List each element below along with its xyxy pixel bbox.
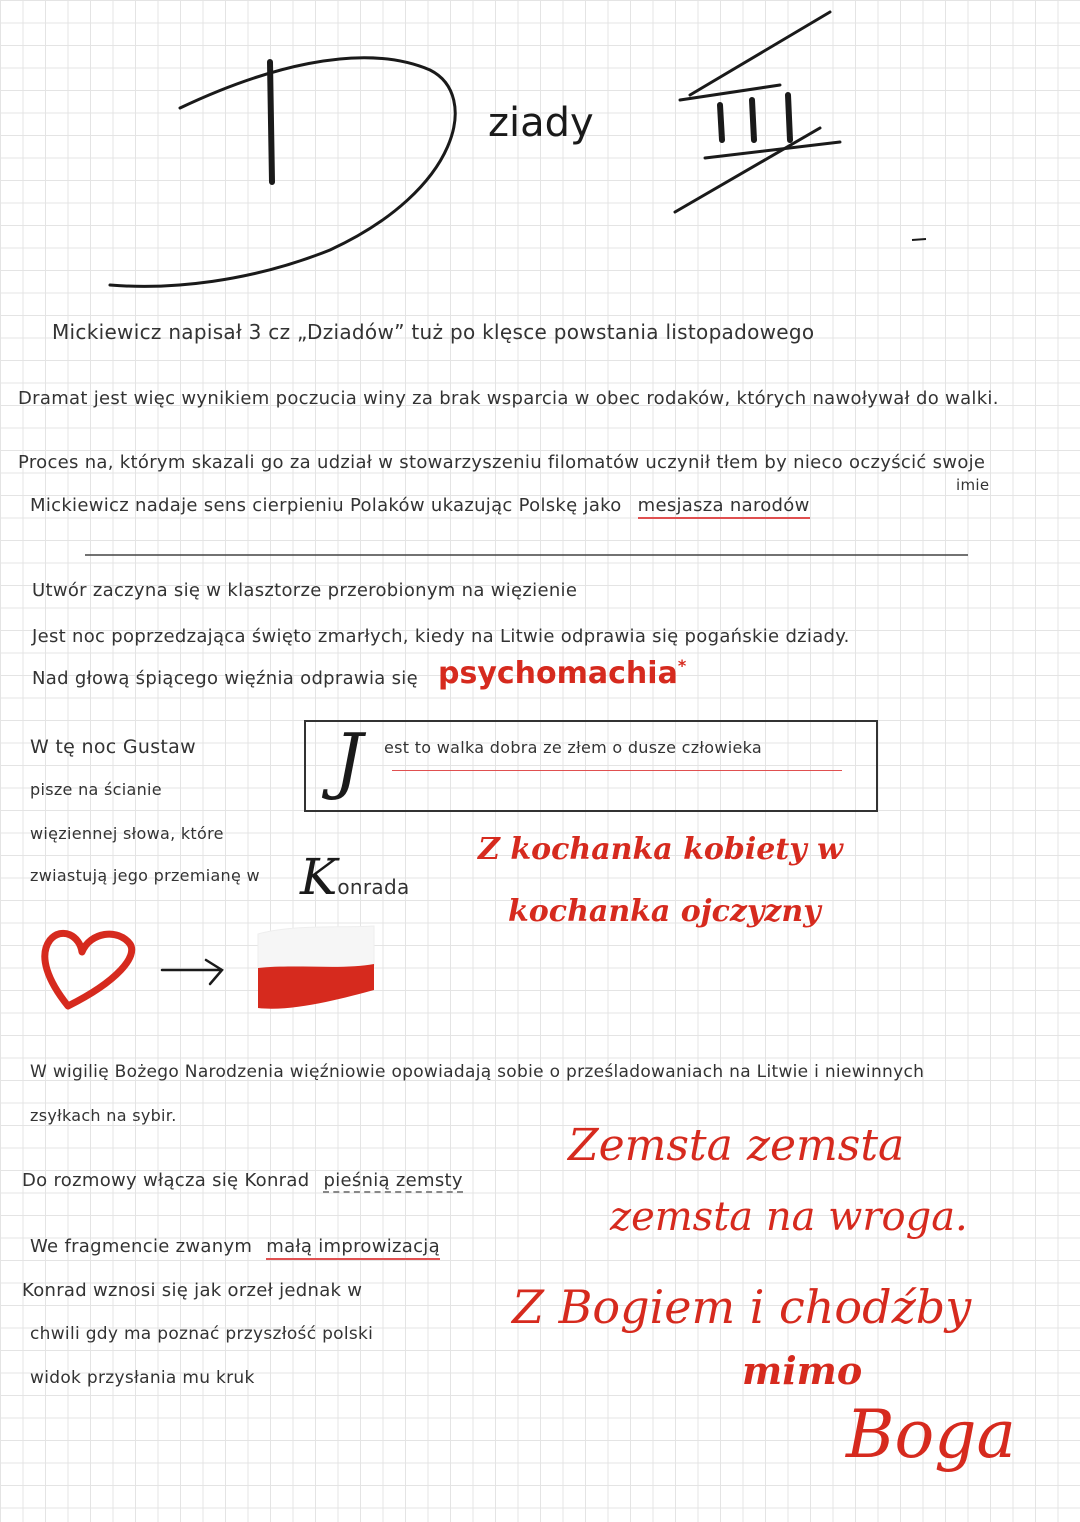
section2-line-3-prefix: Nad głową śpiącego więźnia odprawia się xyxy=(32,668,418,689)
small-improvisation: małą improwizacją xyxy=(266,1236,440,1260)
revenge-quote-line-3: Z Bogiem i chodźby xyxy=(512,1280,972,1334)
section3-line-4-prefix: We fragmencie zwanym xyxy=(30,1236,253,1257)
section3-line-7: widok przysłania mu kruk xyxy=(30,1368,255,1388)
intro-line-4-prefix: Mickiewicz nadaje sens cierpieniu Polaków ukazując Polskę jako xyxy=(30,495,622,516)
gustaw-line-4: zwiastują jego przemianę w xyxy=(30,866,260,885)
arrow-right-icon xyxy=(160,958,230,988)
lover-phrase-line-2: kochanka ojczyzny xyxy=(508,894,821,929)
section2-line-3 xyxy=(32,668,418,689)
definition-underline xyxy=(392,770,842,771)
gustaw-line-1: W tę noc Gustaw xyxy=(30,736,196,758)
song-of-revenge: pieśnią zemsty xyxy=(323,1170,463,1191)
gustaw-line-2: pisze na ścianie xyxy=(30,780,162,799)
section3-line-1: W wigilię Bożego Narodzenia więźniowie opowiadają sobie o prześladowaniach na Litwie i niewinnych xyxy=(30,1062,925,1082)
revenge-quote-line-2: zemsta na wroga. xyxy=(610,1194,968,1240)
intro-line-2: Dramat jest więc wynikiem poczucia winy za brak wsparcia w obec rodaków, których nawoływał do walki. xyxy=(18,388,999,409)
intro-line-3-extra: imie xyxy=(956,476,990,494)
section3-line-5: Konrad wznosi się jak orzeł jednak w xyxy=(22,1280,363,1301)
section3-line-2: zsyłkach na sybir. xyxy=(30,1106,177,1125)
intro-line-4 xyxy=(30,495,810,516)
lover-phrase-line-1: Z kochanka kobiety w xyxy=(478,832,843,867)
intro-line-1: Mickiewicz napisał 3 cz „Dziadów” tuż po klęsce powstania listopadowego xyxy=(52,320,815,344)
heart-icon xyxy=(38,926,138,1010)
section3-line-4 xyxy=(30,1236,440,1257)
polish-flag-icon xyxy=(254,924,378,1012)
revenge-quote-line-5: Boga xyxy=(846,1396,1016,1473)
gustaw-line-3: więziennej słowa, które xyxy=(30,824,224,843)
definition-text: est to walka dobra ze złem o dusze człowieka xyxy=(384,738,762,757)
konrad-name xyxy=(300,848,410,906)
section3-line-3 xyxy=(22,1170,463,1191)
section2-line-2: Jest noc poprzedzająca święto zmarłych, kiedy na Litwie odprawia się pogańskie dziady. xyxy=(32,626,850,647)
title-word: ziady xyxy=(488,100,594,146)
revenge-quote-line-1: Zemsta zemsta xyxy=(568,1120,905,1171)
definition-box xyxy=(304,720,878,812)
konrad-letter: K xyxy=(300,848,338,906)
psychomachia-word: psychomachia xyxy=(438,656,678,691)
revenge-quote-line-4: mimo xyxy=(742,1348,863,1393)
asterisk-mark: * xyxy=(677,656,687,675)
section2-line-1: Utwór zaczyna się w klasztorze przerobionym na więzienie xyxy=(32,580,578,601)
section3-line-6: chwili gdy ma poznać przyszłość polski xyxy=(30,1324,374,1344)
messiah-phrase: mesjasza narodów xyxy=(638,495,810,519)
section3-line-3-prefix: Do rozmowy włącza się Konrad xyxy=(22,1170,310,1191)
intro-line-3: Proces na, którym skazali go za udział w stowarzyszeniu filomatów uczynił tłem by nieco oczyścić swoje xyxy=(18,452,986,473)
konrad-rest: onrada xyxy=(337,875,410,899)
psychomachia-label xyxy=(438,656,686,691)
definition-letter: J xyxy=(334,718,363,802)
